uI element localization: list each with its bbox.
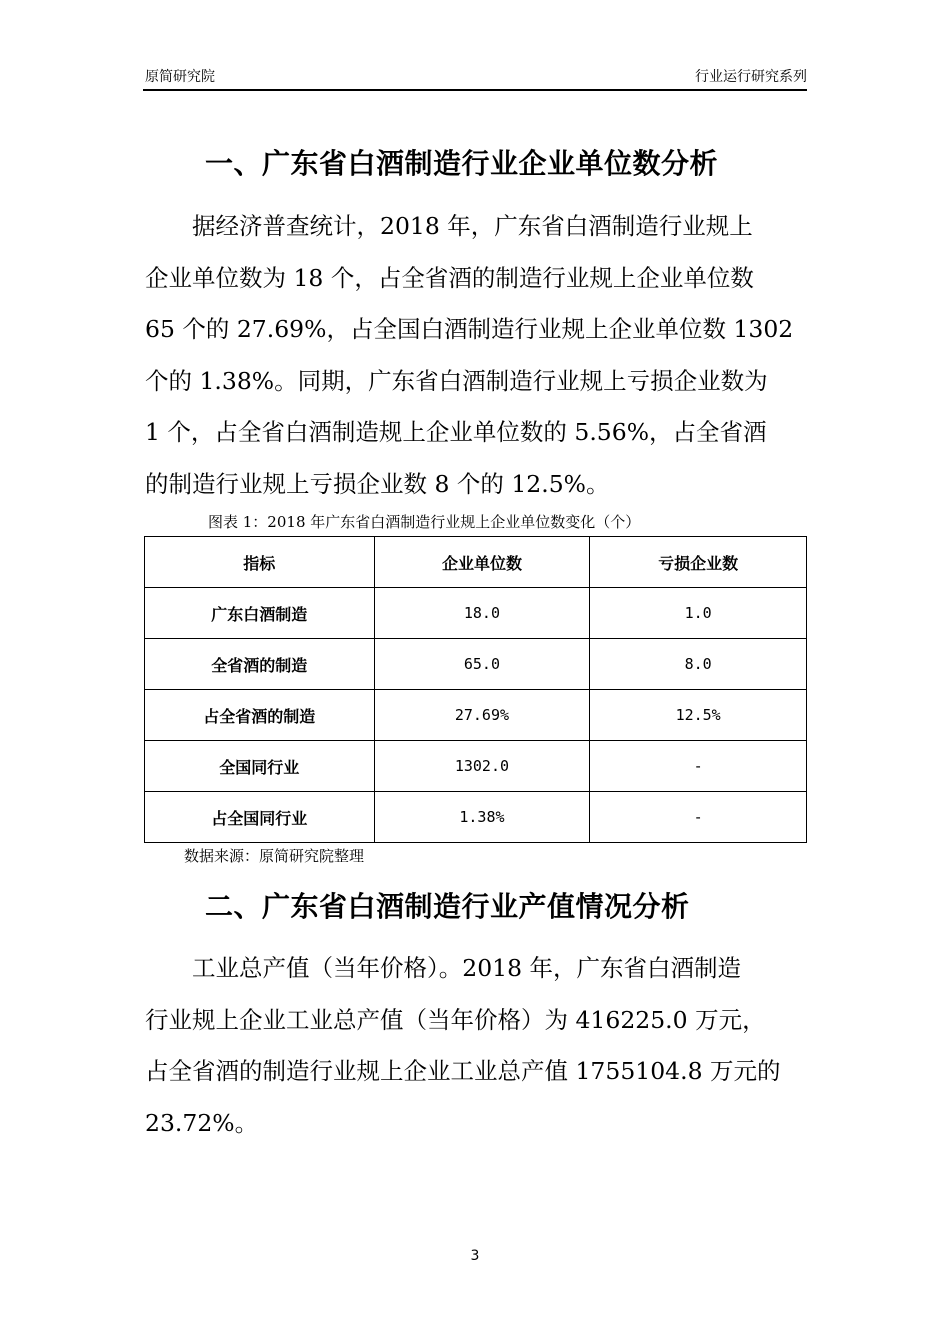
- table-row: [145, 741, 807, 792]
- section1-title: 一、广东省白酒制造行业企业单位数分析: [205, 147, 719, 180]
- row-label: 占全省酒的制造: [145, 690, 375, 741]
- column-header: 亏损企业数: [590, 537, 807, 588]
- paragraph-line: 23.72%。: [145, 1108, 259, 1137]
- table-cell: 65.0: [374, 639, 590, 690]
- table-cell: 12.5%: [590, 690, 807, 741]
- row-label: 全国同行业: [145, 741, 375, 792]
- table-caption: 图表 1：2018 年广东省白酒制造行业规上企业单位数变化（个）: [208, 513, 641, 531]
- column-header: 企业单位数: [374, 537, 590, 588]
- header-left-publisher: 原简研究院: [145, 69, 215, 85]
- section2-title: 二、广东省白酒制造行业产值情况分析: [205, 890, 690, 923]
- row-label: 广东白酒制造: [145, 588, 375, 639]
- table-row: [145, 690, 807, 741]
- table-cell: 1.0: [590, 588, 807, 639]
- paragraph-line: 个的 1.38%。同期，广东省白酒制造行业规上亏损企业数为: [145, 366, 768, 395]
- paragraph-line: 企业单位数为 18 个，占全省酒的制造行业规上企业单位数: [145, 263, 754, 292]
- row-label: 占全国同行业: [145, 792, 375, 843]
- table-row: [145, 588, 807, 639]
- table-source-note: 数据来源：原简研究院整理: [184, 847, 365, 865]
- table-cell: 1302.0: [374, 741, 590, 792]
- paragraph-line: 65 个的 27.69%，占全国白酒制造行业规上企业单位数 1302: [145, 315, 794, 343]
- paragraph-line: 工业总产值（当年价格）。2018 年，广东省白酒制造: [145, 954, 742, 982]
- paragraph-line: 行业规上企业工业总产值（当年价格）为 416225.0 万元，: [145, 1005, 766, 1034]
- section1-paragraph: [145, 201, 809, 510]
- column-header: 指标: [145, 537, 375, 588]
- paragraph-line: 1 个，占全省白酒制造规上企业单位数的 5.56%，占全省酒: [145, 418, 767, 446]
- section2-paragraph: [145, 943, 809, 1149]
- table-cell: -: [590, 792, 807, 843]
- page-number: 3: [470, 1248, 480, 1264]
- table-cell: 27.69%: [374, 690, 590, 741]
- enterprise-count-table: [144, 536, 807, 843]
- row-label: 全省酒的制造: [145, 639, 375, 690]
- table-cell: -: [590, 741, 807, 792]
- paragraph-line: 据经济普查统计，2018 年，广东省白酒制造行业规上: [145, 212, 753, 240]
- table-row: [145, 792, 807, 843]
- table-cell: 1.38%: [374, 792, 590, 843]
- paragraph-line: 占全省酒的制造行业规上企业工业总产值 1755104.8 万元的: [145, 1057, 781, 1085]
- table-header-row: [145, 537, 807, 588]
- paragraph-line: 的制造行业规上亏损企业数 8 个的 12.5%。: [145, 469, 610, 498]
- header-right-series: 行业运行研究系列: [695, 69, 807, 85]
- table-row: [145, 639, 807, 690]
- header-rule: [143, 89, 807, 91]
- table-cell: 8.0: [590, 639, 807, 690]
- table-cell: 18.0: [374, 588, 590, 639]
